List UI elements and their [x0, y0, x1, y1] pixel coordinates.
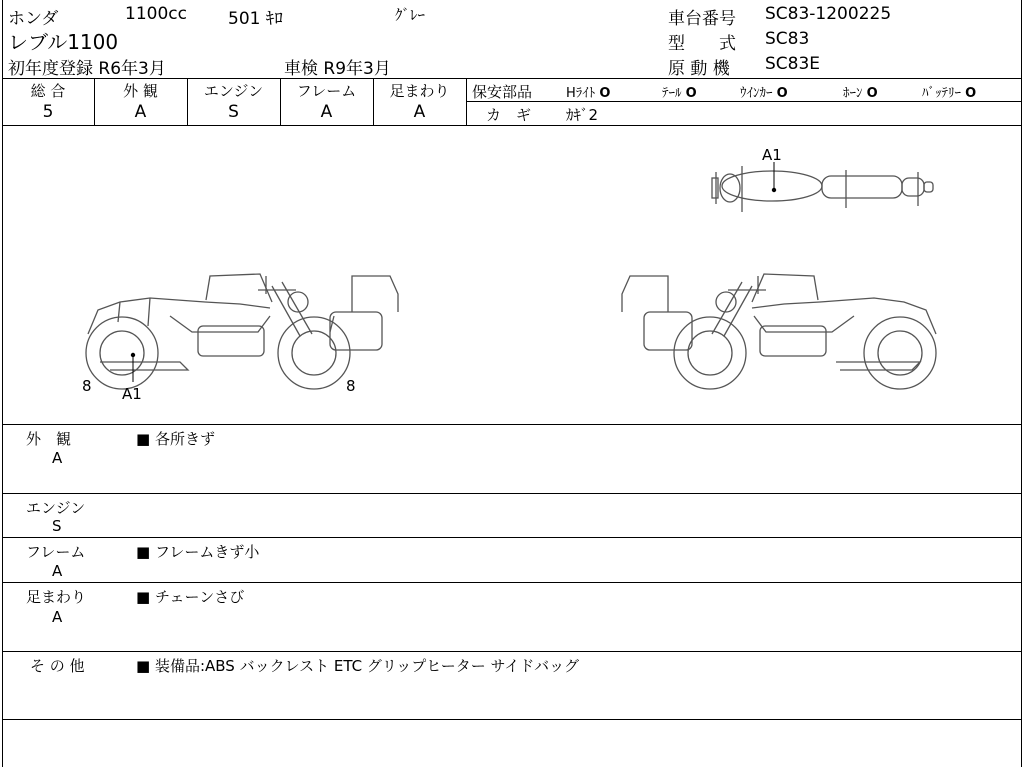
key-label: カ ギ — [486, 106, 532, 124]
section-grade-frame: A — [52, 562, 63, 580]
safety-item-tail: ﾃｰﾙ O — [662, 86, 697, 101]
grade-header-engine: エンジン — [203, 82, 264, 100]
tire-rear-depth: 8 — [346, 377, 356, 395]
displacement: 1100cc — [125, 4, 187, 24]
section-note-frame: ■ フレームきず小 — [136, 543, 260, 561]
section-label-other: そ の 他 — [30, 657, 85, 675]
section-label-suspension: 足まわり — [26, 588, 87, 606]
tire-front-depth: 8 — [82, 377, 92, 395]
safety-item-winker: ｳｲﾝｶｰ O — [740, 86, 788, 101]
right-side-view-bike — [622, 274, 936, 389]
top-view-bike — [712, 166, 933, 212]
section-grade-exterior: A — [52, 449, 63, 467]
chassis-label: 車台番号 — [668, 9, 736, 29]
grade-suspension: A — [413, 102, 426, 122]
safety-item-battery: ﾊﾞｯﾃﾘｰ O — [922, 86, 977, 101]
key-value: ｶｷﾞ2 — [566, 106, 599, 124]
grade-header-suspension: 足まわり — [389, 82, 450, 100]
type-label: 型 式 — [668, 34, 736, 54]
grade-table-top — [2, 78, 1022, 79]
inspection: 車検 R9年3月 — [284, 59, 391, 79]
section-note-other: ■ 装備品:ABS バックレスト ETC グリップヒーター サイドバッグ — [136, 657, 580, 675]
grade-exterior: A — [134, 102, 147, 122]
section-label-exterior: 外 観 — [26, 430, 72, 448]
type-value: SC83 — [765, 29, 810, 49]
section-grade-engine: S — [52, 517, 62, 535]
safety-label: 保安部品 — [472, 83, 533, 101]
grade-frame: A — [320, 102, 333, 122]
section-grade-suspension: A — [52, 608, 63, 626]
grade-header-overall: 総 合 — [30, 82, 66, 100]
maker: ホンダ — [8, 9, 59, 29]
section-divider — [2, 424, 1022, 425]
mileage: 501 ｷﾛ — [228, 9, 283, 29]
section-divider — [2, 719, 1022, 720]
section-label-frame: フレーム — [26, 543, 86, 561]
safety-row-divider — [466, 101, 1022, 102]
chassis-number: SC83-1200225 — [765, 4, 892, 24]
model-name: レブル1100 — [8, 30, 119, 54]
section-divider — [2, 537, 1022, 538]
section-note-suspension: ■ チェーンさび — [136, 588, 245, 606]
grade-engine: S — [228, 102, 239, 122]
section-label-engine: エンジン — [26, 499, 86, 517]
grade-header-exterior: 外 観 — [123, 82, 158, 100]
top-view-mark: A1 — [762, 146, 782, 164]
color: ｸﾞﾚｰ — [395, 6, 426, 24]
top-damage-marker — [772, 188, 776, 192]
left-view-mark: A1 — [122, 385, 142, 403]
engine-value: SC83E — [765, 54, 821, 74]
engine-label: 原 動 機 — [668, 59, 730, 79]
section-divider — [2, 493, 1022, 494]
section-note-exterior: ■ 各所きず — [136, 430, 215, 448]
safety-item-horn: ﾎｰﾝ O — [843, 86, 878, 101]
section-divider — [2, 582, 1022, 583]
section-divider — [2, 651, 1022, 652]
first-registration: 初年度登録 R6年3月 — [8, 59, 166, 79]
motorcycle-diagram — [0, 126, 1024, 424]
grade-header-frame: フレーム — [296, 82, 357, 100]
safety-item-headlight: Hﾗｲﾄ O — [566, 86, 611, 101]
grade-overall: 5 — [42, 102, 54, 122]
